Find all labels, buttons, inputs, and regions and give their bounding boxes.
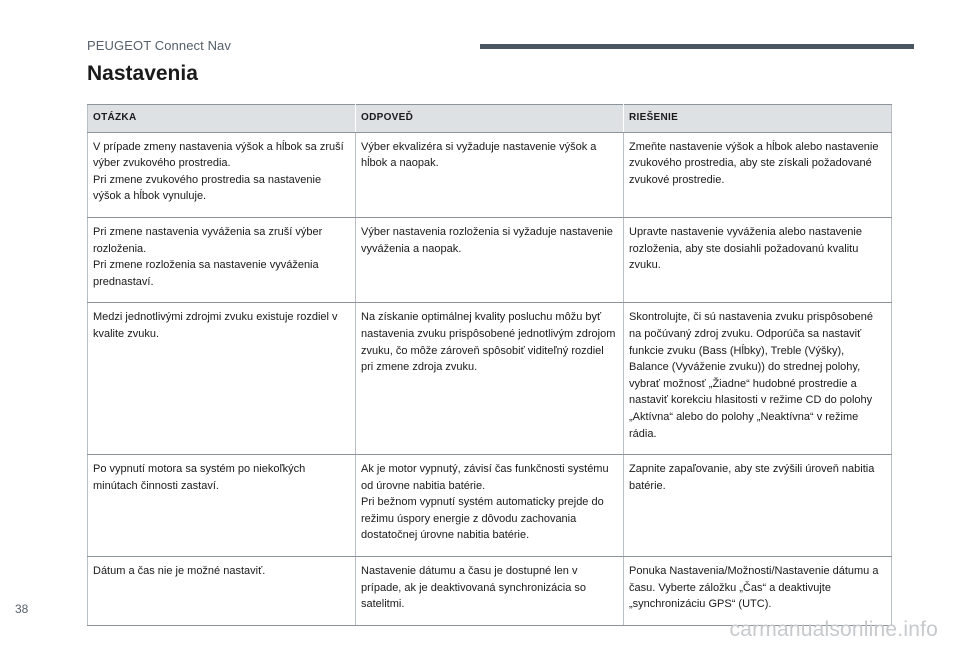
faq-table-container bbox=[87, 104, 891, 626]
table-row bbox=[88, 217, 892, 302]
header-brand: PEUGEOT Connect Nav bbox=[87, 38, 231, 53]
section-title: Nastavenia bbox=[87, 62, 198, 85]
column-header-question: OTÁZKA bbox=[88, 105, 356, 133]
table-row bbox=[88, 455, 892, 557]
answer-cell: Výber ekvalizéra si vyžaduje nastavenie výšok a hĺbok a naopak. bbox=[356, 132, 624, 217]
page-number: 38 bbox=[15, 602, 29, 616]
table-row bbox=[88, 132, 892, 217]
watermark-text: carmanualsonline.info bbox=[729, 618, 938, 641]
faq-table bbox=[87, 104, 892, 626]
column-header-solution: RIEŠENIE bbox=[624, 105, 892, 133]
column-header-answer: ODPOVEĎ bbox=[356, 105, 624, 133]
answer-cell: Na získanie optimálnej kvality posluchu môžu byť nastavenia zvuku prispôsobené jednotlivým zdrojom zvuku, čo môže zároveň spôsobiť viditeľný rozdiel pri zmene zdroja zvuku. bbox=[356, 303, 624, 455]
solution-cell: Skontrolujte, či sú nastavenia zvuku prispôsobené na počúvaný zdroj zvuku. Odporúča sa nastaviť funkcie zvuku (Bass (Hĺbky), Treble (Výšky), Balance (Vyváženie zvuku)) do strednej polohy, vybrať možnosť „Žiadne“ hudobné prostredie a nastaviť korekciu hlasitosti v režime CD do polohy „Aktívna“ alebo do polohy „Neaktívna“ v režime rádia. bbox=[624, 303, 892, 455]
question-cell: Po vypnutí motora sa systém po niekoľkých minútach činnosti zastaví. bbox=[88, 455, 356, 557]
header-divider-bar bbox=[480, 44, 914, 49]
table-row bbox=[88, 557, 892, 626]
question-cell: Dátum a čas nie je možné nastaviť. bbox=[88, 557, 356, 626]
solution-cell: Upravte nastavenie vyváženia alebo nastavenie rozloženia, aby ste dosiahli požadovanú kvalitu zvuku. bbox=[624, 217, 892, 302]
question-cell: Pri zmene nastavenia vyváženia sa zruší výber rozloženia. Pri zmene rozloženia sa nastavenie vyváženia prednastaví. bbox=[88, 217, 356, 302]
solution-cell: Zapnite zapaľovanie, aby ste zvýšili úroveň nabitia batérie. bbox=[624, 455, 892, 557]
question-cell: Medzi jednotlivými zdrojmi zvuku existuje rozdiel v kvalite zvuku. bbox=[88, 303, 356, 455]
solution-cell: Ponuka Nastavenia/Možnosti/Nastavenie dátumu a času. Vyberte záložku „Čas“ a deaktivujte „synchronizáciu GPS“ (UTC). bbox=[624, 557, 892, 626]
table-row bbox=[88, 303, 892, 455]
solution-cell: Zmeňte nastavenie výšok a hĺbok alebo nastavenie zvukového prostredia, aby ste získali požadované zvukové prostredie. bbox=[624, 132, 892, 217]
answer-cell: Nastavenie dátumu a času je dostupné len v prípade, ak je deaktivovaná synchronizácia so satelitmi. bbox=[356, 557, 624, 626]
table-header-row bbox=[88, 105, 892, 133]
question-cell: V prípade zmeny nastavenia výšok a hĺbok sa zruší výber zvukového prostredia. Pri zmene zvukového prostredia sa nastavenie výšok a hĺbok vynuluje. bbox=[88, 132, 356, 217]
answer-cell: Výber nastavenia rozloženia si vyžaduje nastavenie vyváženia a naopak. bbox=[356, 217, 624, 302]
answer-cell: Ak je motor vypnutý, závisí čas funkčnosti systému od úrovne nabitia batérie. Pri bežnom vypnutí systém automaticky prejde do režimu úspory energie z dôvodu zachovania dostatočnej úrovne nabitia batérie. bbox=[356, 455, 624, 557]
